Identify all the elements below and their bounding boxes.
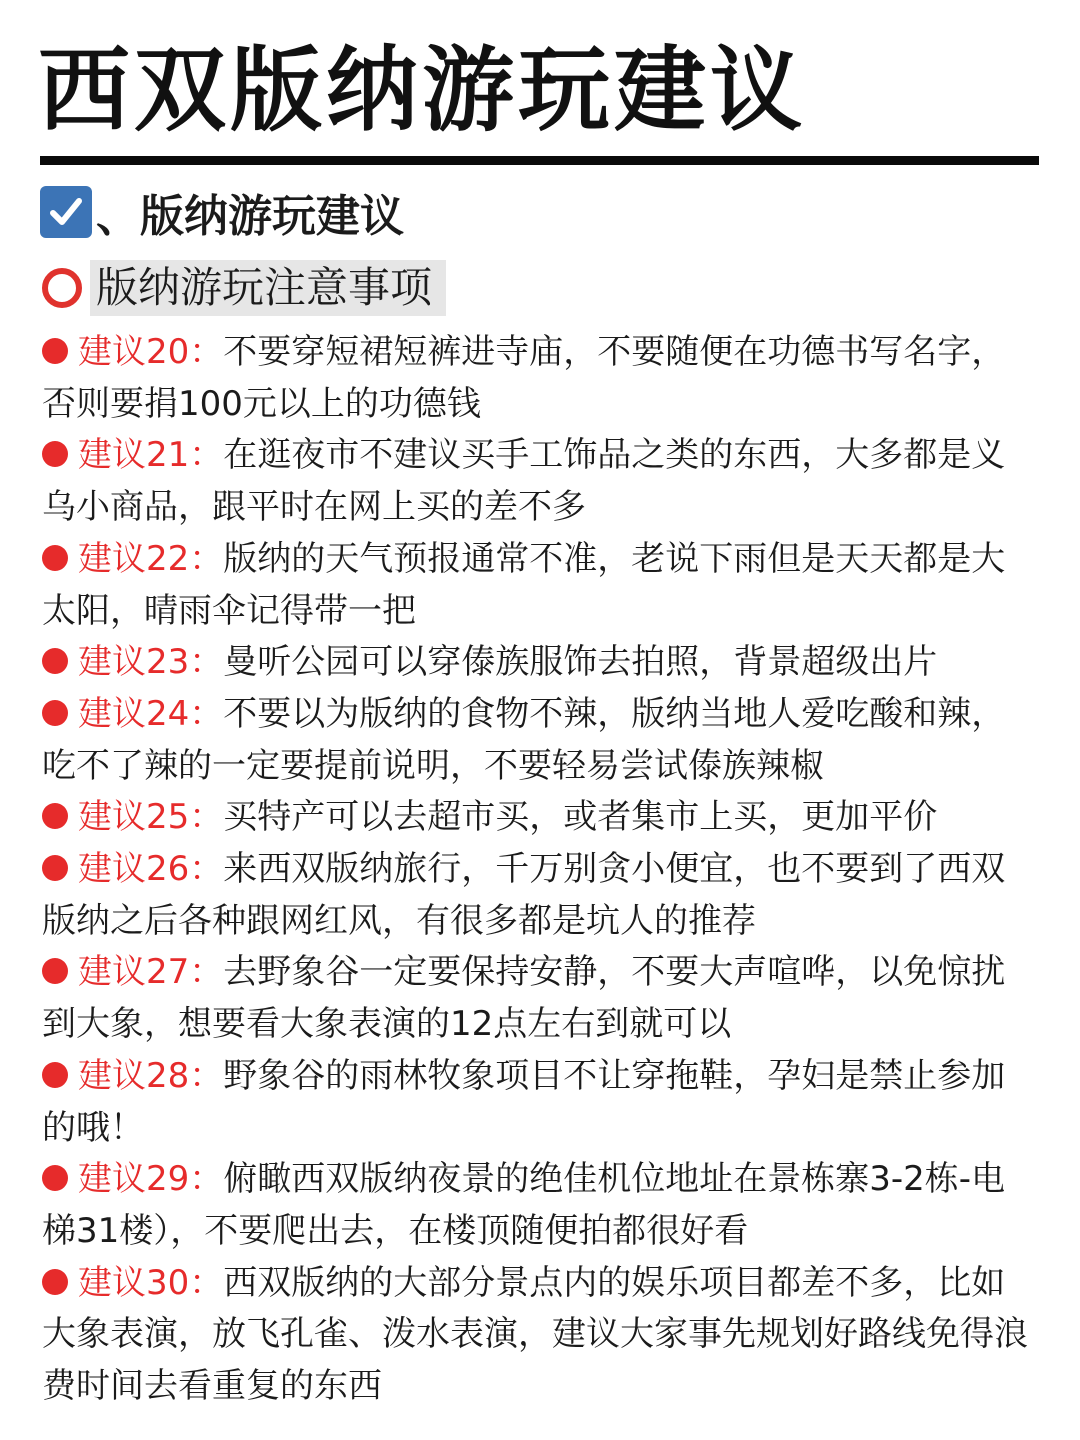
- tips-list: [42, 327, 1032, 1413]
- tip-label: 建议29：: [78, 1159, 224, 1200]
- tip-text: 版纳的天气预报通常不准，老说下雨但是天天都是大太阳，晴雨伞记得带一把: [42, 538, 1006, 631]
- tip-item: [42, 1258, 1032, 1413]
- red-dot-icon: [42, 1165, 68, 1191]
- tip-text: 来西双版纳旅行，千万别贪小便宜，也不要到了西双版纳之后各种跟网红风，有很多都是坑人的推荐: [42, 849, 1006, 941]
- tip-item: [42, 1051, 1032, 1154]
- red-circle-icon: [42, 268, 82, 308]
- red-dot-icon: [42, 1062, 68, 1088]
- tip-label: 建议30：: [78, 1262, 224, 1303]
- tip-text: 在逛夜市不建议买手工饰品之类的东西，大多都是义乌小商品，跟平时在网上买的差不多: [42, 435, 1006, 528]
- checkbox-icon: [40, 186, 92, 238]
- tip-text: 西双版纳的大部分景点内的娱乐项目都差不多，比如大象表演，放飞孔雀、泼水表演，建议大家事先规划好路线免得浪费时间去看重复的东西: [42, 1262, 1028, 1407]
- page-title: 西双版纳游玩建议: [38, 37, 807, 144]
- tip-text: 不要以为版纳的食物不辣，版纳当地人爱吃酸和辣，吃不了辣的一定要提前说明，不要轻易尝试傣族辣椒: [42, 693, 1006, 786]
- tip-label: 建议25：: [78, 797, 224, 838]
- red-dot-icon: [42, 648, 68, 674]
- subsection-heading-label: 版纳游玩注意事项: [90, 260, 446, 316]
- tip-item: [42, 947, 1032, 1050]
- tip-label: 建议26：: [78, 849, 224, 890]
- tip-label: 建议21：: [78, 435, 224, 476]
- red-dot-icon: [42, 700, 68, 726]
- tip-text: 俯瞰西双版纳夜景的绝佳机位地址在景栋寨3-2栋-电梯31楼），不要爬出去，在楼顶随便拍都很好看: [42, 1159, 1006, 1251]
- red-dot-icon: [42, 803, 68, 829]
- red-dot-icon: [42, 1269, 68, 1295]
- tip-label: 建议27：: [78, 952, 224, 993]
- tip-text: 野象谷的雨林牧象项目不让穿拖鞋，孕妇是禁止参加的哦！: [42, 1055, 1006, 1148]
- tip-label: 建议22：: [78, 538, 224, 579]
- red-dot-icon: [42, 441, 68, 467]
- tip-item: [42, 844, 1032, 947]
- subsection-heading: [40, 260, 446, 316]
- tip-label: 建议24：: [78, 693, 224, 734]
- tip-label: 建议28：: [78, 1055, 224, 1096]
- section-heading-label: 、版纳游玩建议: [96, 191, 404, 242]
- tip-item: [42, 1154, 1032, 1257]
- tip-text: 买特产可以去超市买，或者集市上买，更加平价: [223, 797, 938, 838]
- tip-item: [42, 430, 1032, 533]
- tip-label: 建议23：: [78, 642, 224, 683]
- tip-text: 去野象谷一定要保持安静，不要大声喧哗，以免惊扰到大象，想要看大象表演的12点左右到就可以: [42, 952, 1006, 1045]
- red-dot-icon: [42, 855, 68, 881]
- red-dot-icon: [42, 338, 68, 364]
- tip-text: 曼听公园可以穿傣族服饰去拍照，背景超级出片: [223, 642, 938, 683]
- tip-text: 不要穿短裙短裤进寺庙，不要随便在功德书写名字，否则要捐100元以上的功德钱: [42, 332, 1006, 424]
- title-divider: [40, 156, 1039, 165]
- tip-item: [42, 534, 1032, 637]
- red-dot-icon: [42, 958, 68, 984]
- tip-item: [42, 689, 1032, 792]
- tip-item: [42, 327, 1032, 430]
- tip-item: [42, 637, 1032, 689]
- tip-label: 建议20：: [78, 332, 224, 372]
- tip-item: [42, 792, 1032, 844]
- red-dot-icon: [42, 545, 68, 571]
- section-heading: [40, 182, 404, 242]
